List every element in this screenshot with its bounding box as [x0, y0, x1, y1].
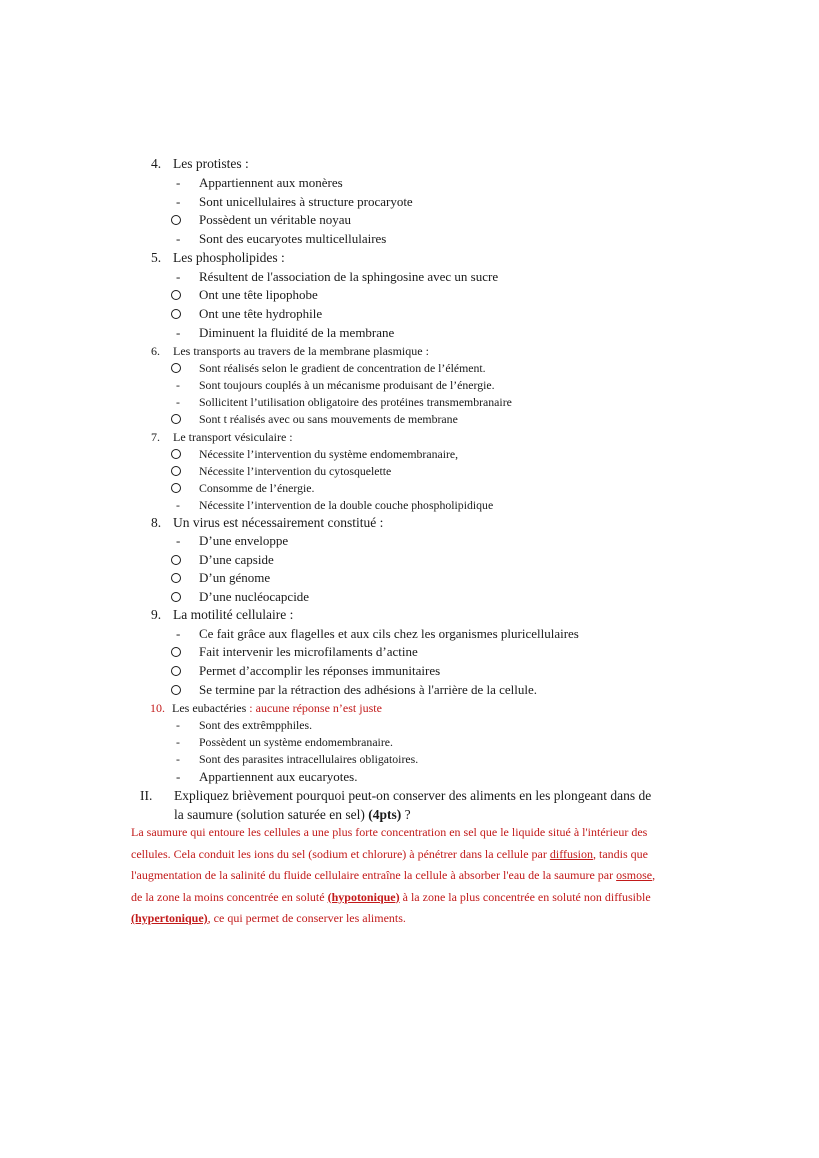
option: - Sont des parasites intracellulaires obligatoires. — [176, 752, 419, 766]
option: - Possèdent un système endomembranaire. — [176, 735, 393, 749]
points-badge: (4pts) — [368, 807, 402, 822]
question-text: Les phospholipides : — [173, 250, 285, 265]
circle-mark-icon — [171, 414, 181, 424]
answer-line: La saumure qui entoure les cellules a une plus forte concentration en sel que le liquide situé à l'intérieur des — [131, 825, 648, 839]
question-7 — [151, 428, 293, 446]
option: Permet d’accomplir les réponses immunitaires — [171, 662, 440, 680]
circle-mark-icon — [171, 363, 181, 373]
answer-line: l'augmentation de la salinité du fluide cellulaire entraîne la cellule à absorber l'eau de la saumure par osmose, — [131, 868, 656, 882]
question-number: 7. — [151, 430, 160, 444]
question-4 — [151, 155, 249, 173]
question-text: La motilité cellulaire : — [173, 607, 294, 622]
question-text-line1: Expliquez brièvement pourquoi peut-on conserver des aliments en les plongeant dans de — [174, 788, 652, 803]
option: D’une nucléocapcide — [171, 588, 309, 606]
circle-mark-icon — [171, 290, 181, 300]
answer-line: cellules. Cela conduit les ions du sel (sodium et chlorure) à pénétrer dans la cellule par diffusion, tandis que — [131, 846, 648, 861]
question-number: 10. — [150, 701, 165, 715]
question-text: Un virus est nécessairement constitué : — [173, 515, 384, 530]
question-number: 5. — [151, 250, 162, 265]
option: - Sont des eucaryotes multicellulaires — [176, 231, 387, 246]
circle-mark-icon — [171, 466, 181, 476]
question-number: 8. — [151, 515, 162, 530]
circle-mark-icon — [171, 215, 181, 225]
option: - Ce fait grâce aux flagelles et aux cils chez les organismes pluricellulaires — [176, 626, 579, 641]
question-6 — [151, 342, 429, 360]
option: Nécessite l’intervention du système endomembranaire, — [171, 445, 458, 463]
question-text: Le transport vésiculaire : — [173, 430, 293, 444]
option: Ont une tête hydrophile — [171, 305, 322, 323]
question-number: 9. — [151, 607, 162, 622]
circle-mark-icon — [171, 555, 181, 565]
circle-mark-icon — [171, 647, 181, 657]
option: - Sont des extrêmpphiles. — [176, 718, 313, 732]
question-text: Les protistes : — [173, 156, 249, 171]
option: Sont réalisés selon le gradient de concentration de l’élément. — [171, 359, 486, 377]
option: D’un génome — [171, 569, 270, 587]
question-number: 4. — [151, 156, 162, 171]
option: - Résultent de l'association de la sphingosine avec un sucre — [176, 269, 499, 284]
circle-mark-icon — [171, 592, 181, 602]
option: Fait intervenir les microfilaments d’actine — [171, 643, 418, 661]
option: Possèdent un véritable noyau — [171, 211, 351, 229]
option: Sont t réalisés avec ou sans mouvements de membrane — [171, 410, 458, 428]
question-text: Les transports au travers de la membrane plasmique : — [173, 344, 429, 358]
question-text: Les eubactéries — [172, 701, 247, 715]
option: Consomme de l’énergie. — [171, 479, 314, 497]
answer-line: (hypertonique), ce qui permet de conserver les aliments. — [131, 911, 406, 925]
option: D’une capside — [171, 551, 274, 569]
circle-mark-icon — [171, 666, 181, 676]
option: - Sollicitent l’utilisation obligatoire des protéines transmembranaire — [176, 395, 512, 409]
option: - Diminuent la fluidité de la membrane — [176, 325, 395, 340]
option: - Sont toujours couplés à un mécanisme produisant de l’énergie. — [176, 378, 495, 392]
answer-paragraph — [131, 822, 701, 930]
option: Se termine par la rétraction des adhésions à l'arrière de la cellule. — [171, 681, 537, 699]
question-number: 6. — [151, 344, 160, 358]
answer-note: : aucune réponse n’est juste — [249, 701, 382, 715]
option: - Appartiennent aux monères — [176, 175, 343, 190]
circle-mark-icon — [171, 309, 181, 319]
question-number: II. — [140, 788, 153, 803]
option: Nécessite l’intervention du cytosquelette — [171, 462, 391, 480]
option: - D’une enveloppe — [176, 533, 289, 548]
option: - Nécessite l’intervention de la double couche phospholipidique — [176, 498, 494, 512]
option: Ont une tête lipophobe — [171, 286, 318, 304]
question-II — [140, 787, 651, 805]
question-10 — [150, 699, 382, 717]
circle-mark-icon — [171, 483, 181, 493]
circle-mark-icon — [171, 449, 181, 459]
question-II-line2: la saumure (solution saturée en sel) (4pts) ? — [174, 807, 411, 822]
question-5 — [151, 249, 285, 267]
option: - Appartiennent aux eucaryotes. — [176, 769, 358, 784]
question-8 — [151, 514, 383, 532]
circle-mark-icon — [171, 685, 181, 695]
option: - Sont unicellulaires à structure procaryote — [176, 194, 413, 209]
circle-mark-icon — [171, 573, 181, 583]
question-9 — [151, 606, 293, 624]
answer-line: de la zone la moins concentrée en soluté (hypotonique) à la zone la plus concentrée en soluté non diffusible — [131, 889, 651, 904]
